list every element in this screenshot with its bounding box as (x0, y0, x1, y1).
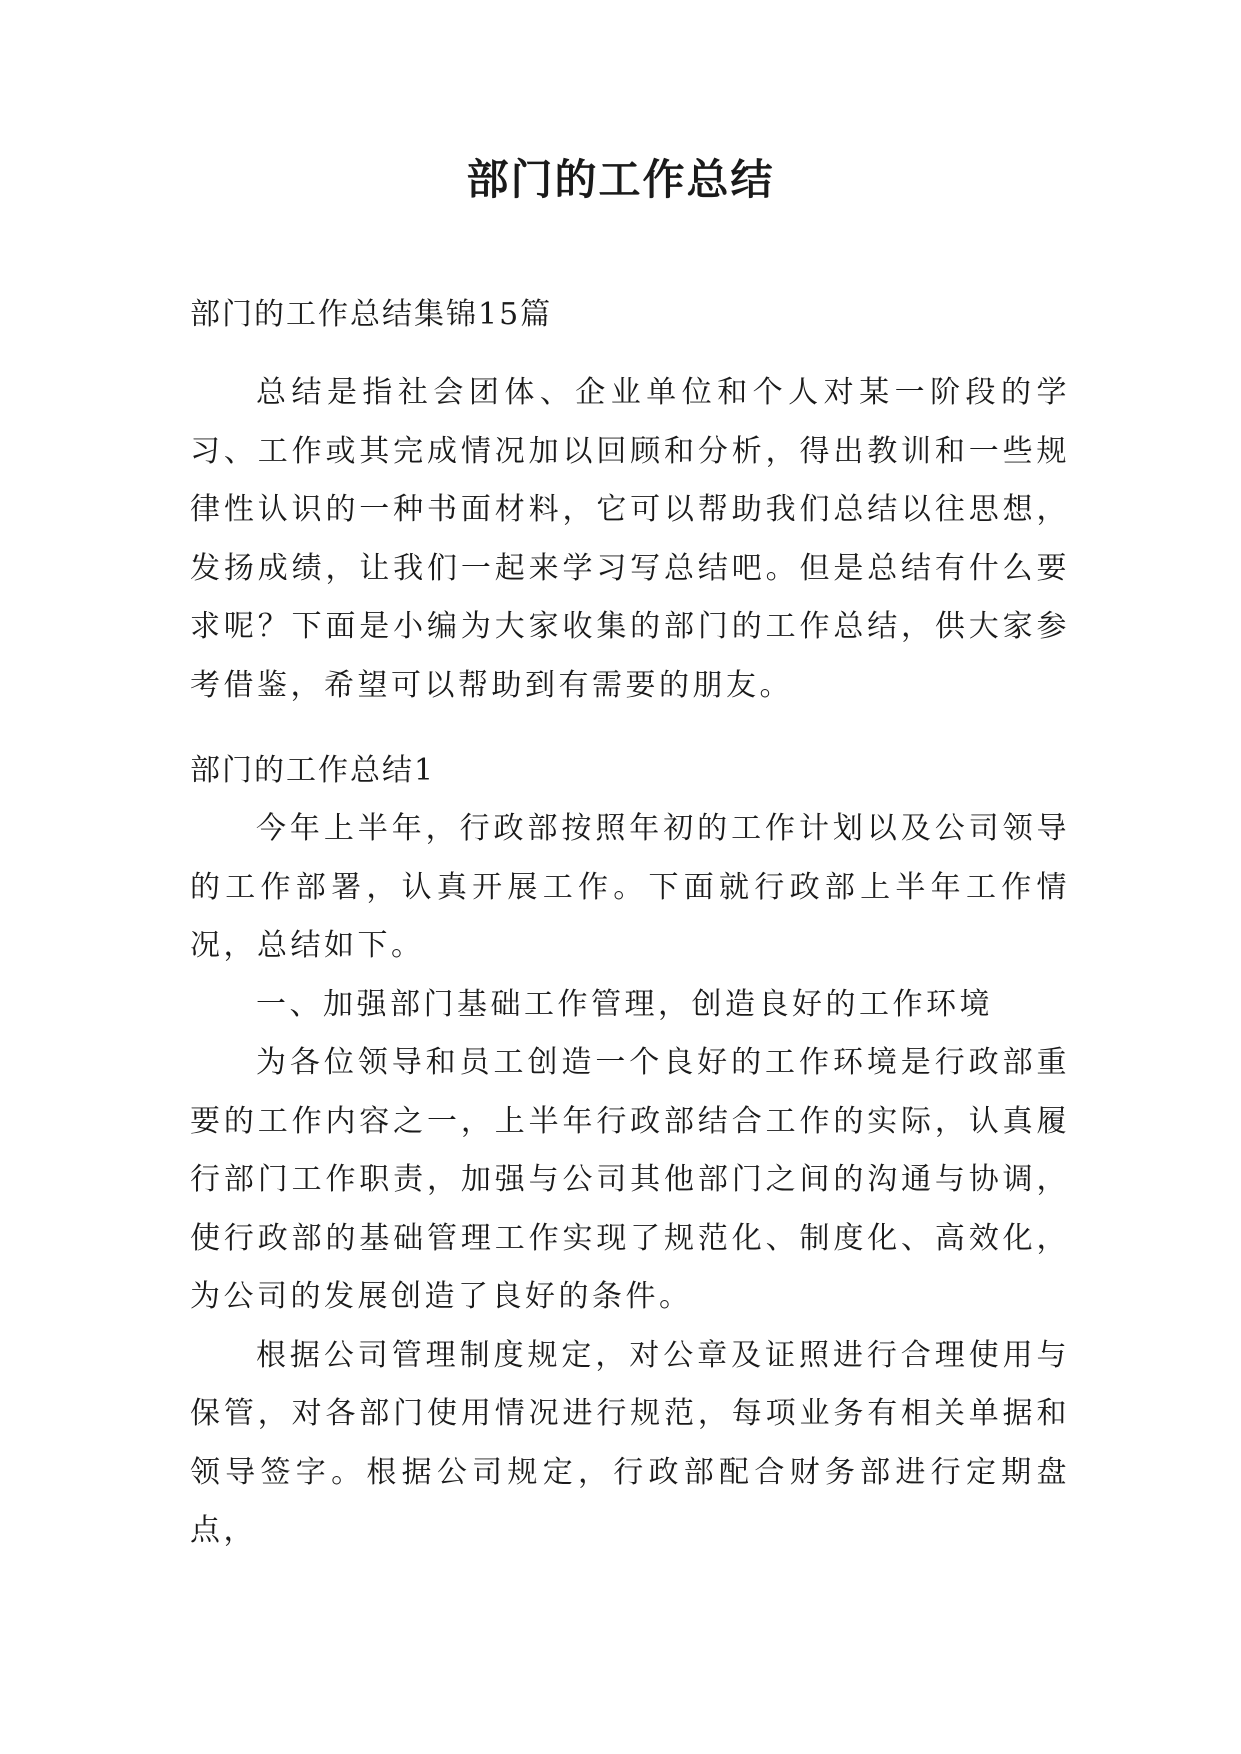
section-1-subheading: 一、加强部门基础工作管理，创造良好的工作环境 (256, 986, 993, 1022)
section-1 (190, 742, 1070, 1561)
document-subtitle: 部门的工作总结集锦15篇 (190, 297, 553, 332)
intro-paragraph: 总结是指社会团体、企业单位和个人对某一阶段的学习、工作或其完成情况加以回顾和分析，得出教训和一些规律性认识的一种书面材料，它可以帮助我们总结以往思想，发扬成绩，让我们一起来学习写总结吧。但是总结有什么要求呢？下面是小编为大家收集的部门的工作总结，供大家参考借鉴，希望可以帮助到有需要的朋友。 (190, 375, 1070, 703)
section-1-heading: 部门的工作总结1 (190, 753, 436, 788)
section-1-paragraph-2: 为各位领导和员工创造一个良好的工作环境是行政部重要的工作内容之一，上半年行政部结合工作的实际，认真履行部门工作职责，加强与公司其他部门之间的沟通与协调，使行政部的基础管理工作实现了规范化、制度化、高效化，为公司的发展创造了良好的条件。 (190, 1045, 1070, 1314)
document-title: 部门的工作总结 (466, 155, 775, 204)
section-1-paragraph-1: 今年上半年，行政部按照年初的工作计划以及公司领导的工作部署，认真开展工作。下面就行政部上半年工作情况，总结如下。 (190, 811, 1070, 963)
section-1-paragraph-3: 根据公司管理制度规定，对公章及证照进行合理使用与保管，对各部门使用情况进行规范，每项业务有相关单据和领导签字。根据公司规定，行政部配合财务部进行定期盘点， (190, 1337, 1070, 1548)
intro-block (190, 364, 1070, 715)
